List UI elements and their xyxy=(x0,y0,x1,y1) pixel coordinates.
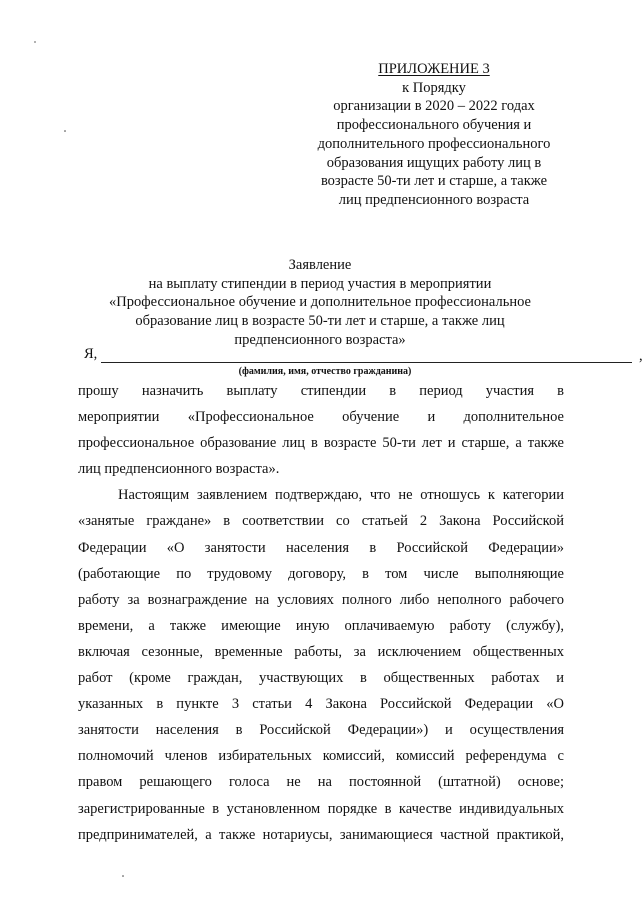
body-line: Федерации «О занятости населения в Российской Федерации» xyxy=(78,539,564,556)
document-title xyxy=(60,256,580,350)
appendix-line: лиц предпенсионного возраста xyxy=(338,191,530,208)
appendix-line: к Порядку xyxy=(402,79,466,96)
appendix-line: организации в 2020 – 2022 годах xyxy=(333,98,535,115)
body-line: зарегистрированные в установленном порядке в качестве индивидуальных xyxy=(78,800,564,817)
appendix-title: ПРИЛОЖЕНИЕ 3 xyxy=(378,61,490,77)
title-line: предпенсионного возраста» xyxy=(234,331,406,348)
applicant-caption: (фамилия, имя, отчество гражданина) xyxy=(238,366,412,377)
scan-speck xyxy=(122,875,124,877)
title-line: на выплату стипендии в период участия в мероприятии xyxy=(148,275,492,292)
appendix-line: образования ищущих работу лиц в xyxy=(326,154,542,171)
body-line: мероприятии «Профессиональное обучение и дополнительное xyxy=(78,409,564,426)
body-line: полномочий членов избирательных комиссий, комиссий референдума с xyxy=(78,748,564,765)
appendix-header xyxy=(300,60,568,210)
body-line: (работающие по трудовому договору, в том числе выполняющие xyxy=(78,565,564,582)
title-line: «Профессиональное обучение и дополнительное профессиональное xyxy=(109,294,531,311)
scan-speck xyxy=(64,130,66,132)
scan-speck xyxy=(34,41,36,43)
body-line: включая сезонные, временные работы, за исключением общественных xyxy=(78,643,564,660)
body-line: профессиональное образование лиц в возрасте 50-ти лет и старше, а также xyxy=(78,435,564,452)
body-line: лиц предпенсионного возраста». xyxy=(78,461,280,478)
appendix-line: профессионального обучения и xyxy=(336,117,532,134)
applicant-name-field[interactable] xyxy=(101,362,632,363)
body-line: работу за вознаграждение на условиях полного либо неполного рабочего xyxy=(78,591,564,608)
body-line: «занятые граждане» в соответствии со статьей 2 Закона Российской xyxy=(78,513,564,530)
appendix-line: дополнительного профессионального xyxy=(317,135,551,152)
applicant-prefix: Я, xyxy=(84,346,98,362)
body-line: занятости населения в Российской Федерации») и осуществления xyxy=(78,722,564,739)
applicant-suffix: , xyxy=(639,348,643,364)
title-heading: Заявление xyxy=(288,257,352,273)
body-line: работ (кроме граждан, участвующих в общественных работах и xyxy=(78,670,564,687)
document-body xyxy=(78,378,564,848)
applicant-line xyxy=(84,346,643,368)
body-line: предпринимателей, а также нотариусы, занимающиеся частной практикой, xyxy=(78,826,564,843)
body-line: времени, а также имеющие иную оплачиваемую работу (службу), xyxy=(78,617,564,634)
body-line: Настоящим заявлением подтверждаю, что не отношусь к категории xyxy=(118,487,564,504)
body-line: прошу назначить выплату стипендии в период участия в xyxy=(78,383,564,399)
title-line: образование лиц в возрасте 50-ти лет и старше, а также лиц xyxy=(135,313,505,330)
body-line: правом решающего голоса не на постоянной (штатной) основе; xyxy=(78,774,564,791)
body-line: указанных в пункте 3 статьи 4 Закона Российской Федерации «О xyxy=(78,696,564,713)
appendix-line: возрасте 50-ти лет и старше, а также xyxy=(320,173,548,190)
